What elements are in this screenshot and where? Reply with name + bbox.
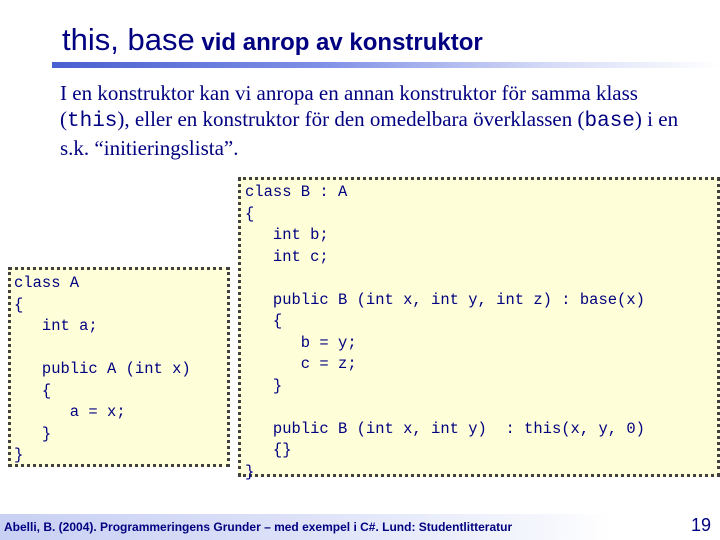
footer-citation: Abelli, B. (2004). Programmeringens Grunder – med exempel i C#. Lund: Studentlitteratur [4,520,513,534]
base-keyword: base [584,110,635,133]
slide-title [62,22,483,58]
intro-text-3: ) i en s.k. “initieringslista”. [60,107,679,160]
intro-paragraph [60,80,700,161]
this-keyword: this [67,110,118,133]
page-number: 19 [690,515,711,535]
title-subtitle: vid anrop av konstruktor [194,29,483,56]
code-class-a: class A { int a; public A (int x) { a = x; } } [14,274,191,464]
title-underline [52,62,720,68]
code-box-class-a [8,267,230,467]
code-box-class-b [238,177,720,481]
code-class-b: class B : A { int b; int c; public B (int x, int y, int z) : base(x) { b = y; c = z; } public B (int x, int y) : this(x, y, 0) {} } [245,183,645,481]
intro-text-1: I en konstruktor kan vi anropa en annan konstruktor för samma klass ( [60,81,638,131]
title-main: this, base [62,22,195,57]
intro-text-2: ), eller en konstruktor för den omedelbara överklassen ( [117,107,585,131]
